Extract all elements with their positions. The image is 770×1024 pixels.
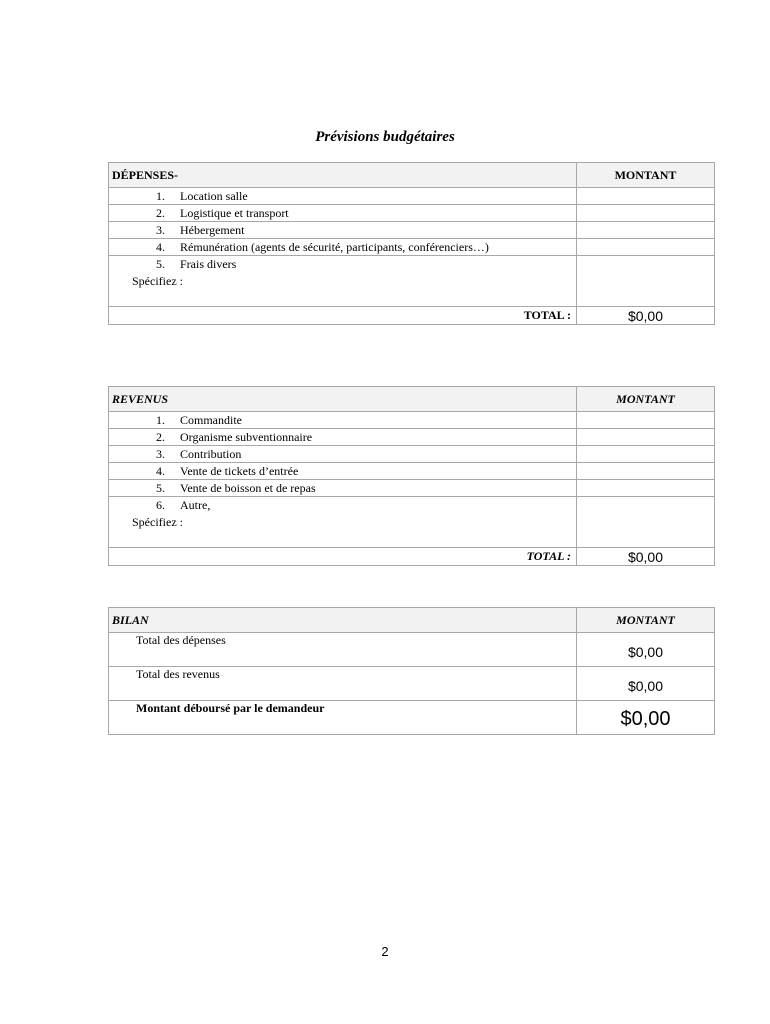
revenue-total-value: $0,00	[577, 548, 715, 566]
table-row	[109, 412, 715, 429]
revenue-amount-header: MONTANT	[577, 387, 715, 412]
expenses-header-row	[109, 163, 715, 188]
applicant-amount-value: $0,00	[577, 701, 715, 735]
revenue-header-row	[109, 387, 715, 412]
table-row	[109, 446, 715, 463]
revenue-table	[108, 386, 715, 566]
table-row	[109, 188, 715, 205]
expenses-header: DÉPENSES-	[109, 163, 577, 188]
total-revenue-label: Total des revenus	[109, 667, 577, 701]
page-number: 2	[381, 944, 389, 959]
total-expenses-value: $0,00	[577, 633, 715, 667]
balance-table	[108, 607, 715, 735]
applicant-amount-label: Montant déboursé par le demandeur	[109, 701, 577, 735]
table-row	[109, 667, 715, 701]
specify-label: Spécifiez :	[132, 274, 183, 288]
revenue-amount-cell[interactable]	[577, 446, 715, 463]
balance-header-row	[109, 608, 715, 633]
expense-item: 1. Location salle	[109, 188, 577, 205]
balance-amount-header: MONTANT	[577, 608, 715, 633]
revenue-item: 6. Autre, Spécifiez :	[109, 497, 577, 548]
revenue-item: 5. Vente de boisson et de repas	[109, 480, 577, 497]
table-row	[109, 205, 715, 222]
revenue-amount-cell[interactable]	[577, 497, 715, 548]
specify-label: Spécifiez :	[132, 515, 183, 529]
table-row	[109, 701, 715, 735]
expense-item: 2. Logistique et transport	[109, 205, 577, 222]
total-expenses-label: Total des dépenses	[109, 633, 577, 667]
revenue-amount-cell[interactable]	[577, 429, 715, 446]
balance-header: BILAN	[109, 608, 577, 633]
expense-item: 5. Frais divers Spécifiez :	[109, 256, 577, 307]
table-row	[109, 497, 715, 548]
table-row	[109, 429, 715, 446]
total-label: TOTAL :	[109, 548, 577, 566]
total-label: TOTAL :	[109, 307, 577, 325]
table-row	[109, 239, 715, 256]
expense-item: 4. Rémunération (agents de sécurité, participants, conférenciers…)	[109, 239, 577, 256]
expense-amount-cell[interactable]	[577, 205, 715, 222]
table-row	[109, 256, 715, 307]
revenue-amount-cell[interactable]	[577, 480, 715, 497]
table-row	[109, 222, 715, 239]
revenue-item: 1. Commandite	[109, 412, 577, 429]
table-row	[109, 480, 715, 497]
table-row	[109, 633, 715, 667]
revenue-item: 3. Contribution	[109, 446, 577, 463]
expense-item: 3. Hébergement	[109, 222, 577, 239]
expense-amount-cell[interactable]	[577, 222, 715, 239]
revenue-amount-cell[interactable]	[577, 463, 715, 480]
table-row	[109, 463, 715, 480]
expenses-total-value: $0,00	[577, 307, 715, 325]
revenue-amount-cell[interactable]	[577, 412, 715, 429]
expense-amount-cell[interactable]	[577, 239, 715, 256]
expense-amount-cell[interactable]	[577, 188, 715, 205]
revenue-item: 2. Organisme subventionnaire	[109, 429, 577, 446]
expense-amount-cell[interactable]	[577, 256, 715, 307]
revenue-total-row	[109, 548, 715, 566]
expenses-total-row	[109, 307, 715, 325]
expenses-amount-header: MONTANT	[577, 163, 715, 188]
expenses-table	[108, 162, 715, 325]
total-revenue-value: $0,00	[577, 667, 715, 701]
page-title: Prévisions budgétaires	[315, 129, 455, 145]
revenue-item: 4. Vente de tickets d’entrée	[109, 463, 577, 480]
revenue-header: REVENUS	[109, 387, 577, 412]
